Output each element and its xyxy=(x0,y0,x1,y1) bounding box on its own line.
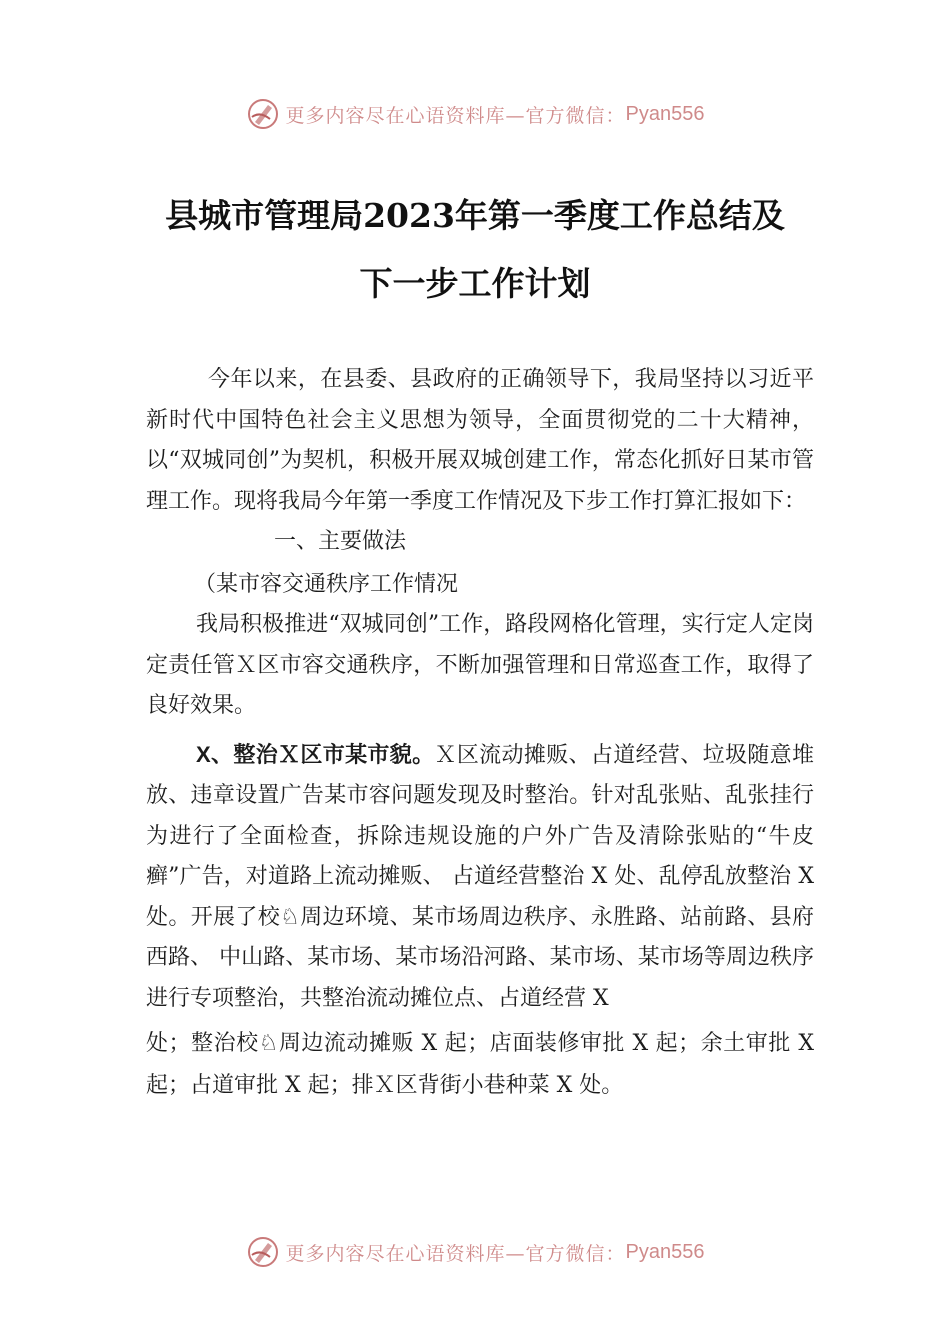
paragraph-lead-heading: X、整治Ｘ区市某市貌。 xyxy=(196,741,435,767)
document-title-line-2: 下一步工作计划 xyxy=(359,264,591,303)
banner-wechat-id: Pyan556 xyxy=(625,102,705,125)
banner-text: 更多内容尽在心语资料库—官方微信： xyxy=(285,1242,626,1265)
pen-logo-icon xyxy=(246,97,280,131)
paragraph-traffic-order: 我局积极推进“双城同创”工作，路段网格化管理，实行定人定岗定责任管Ｘ区市容交通秩序，不断加强管理和日常巡查工作，取得了良好效果。 xyxy=(146,612,814,718)
paragraph-rectification xyxy=(146,735,814,1020)
banner-wechat-id: Pyan556 xyxy=(625,1240,705,1263)
footer-watermark-banner xyxy=(0,1230,950,1274)
subsection-heading: （某市容交通秩序工作情况 xyxy=(194,571,459,597)
pen-logo-icon xyxy=(246,1235,280,1269)
header-watermark-banner xyxy=(0,92,950,136)
banner-text: 更多内容尽在心语资料库—官方微信： xyxy=(285,104,626,127)
paragraph-rectification-text: Ｘ区流动摊贩、占道经营、垃圾随意堆放、违章设置广告某市容问题发现及时整治。针对乱张贴、乱张挂行为进行了全面检查，拆除违规设施的户外广告及清除张贴的“牛皮癣”广告，对道路上流动摊贩、 占道经营整治 X 处、乱停乱放整治 X 处。开展了校♘周边环境、某市场周边秩序、永胜路、站前路、县府西路、 中山路、某市场、某市场沿河路、某市场、某市场等周边秩序进行专项整治，共整治流动摊位点、占道经营 X xyxy=(146,742,814,1011)
document-title-line-1: 县城市管理局2023年第一季度工作总结及 xyxy=(165,196,785,235)
document-body xyxy=(146,360,814,1107)
section-heading: 一、主要做法 xyxy=(274,529,407,554)
intro-paragraph: 今年以来，在县委、县政府的正确领导下，我局坚持以习近平新时代中国特色社会主义思想为领导，全面贯彻党的二十大精神，以“双城同创”为契机，积极开展双城创建工作，常态化抓好日某市管理工作。现将我局今年第一季度工作情况及下步工作打算汇报如下： xyxy=(146,367,814,514)
paragraph-approvals: 处；整治校♘周边流动摊贩 X 起；店面装修审批 X 起；余土审批 X 起；占道审批 X 起；排Ｘ区背街小巷种菜 X 处。 xyxy=(146,1031,814,1098)
